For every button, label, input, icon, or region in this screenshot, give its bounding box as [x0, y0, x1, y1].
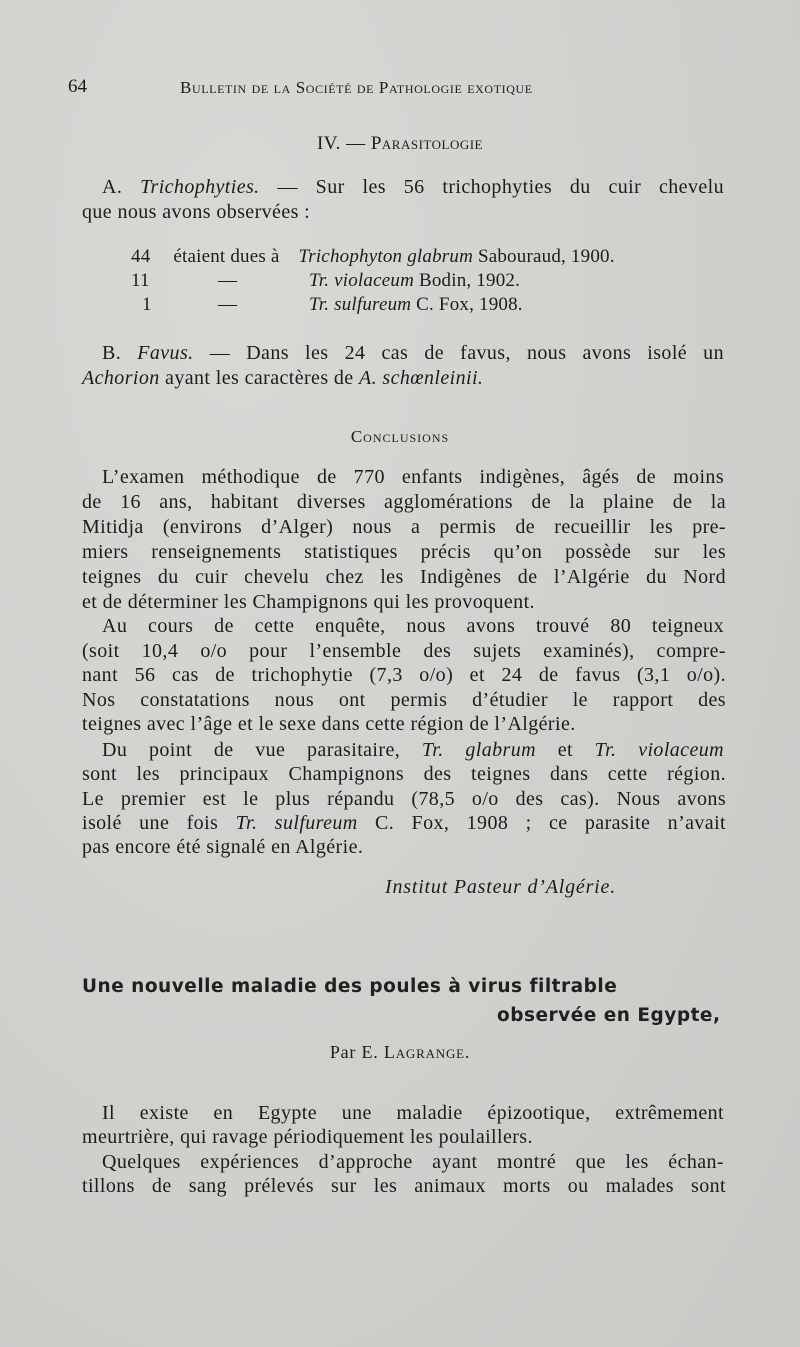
- list-item-dash: —: [218, 294, 238, 315]
- text-line: de 16 ans, habitant diverses agglomérations de la plaine de la: [82, 491, 726, 513]
- article-title-line-1: Une nouvelle maladie des poules à virus filtrable: [82, 976, 618, 997]
- text-line: Le premier est le plus répandu (78,5 o/o des cas). Nous avons: [82, 788, 726, 810]
- text-line: (soit 10,4 o/o pour l’ensemble des sujets examinés), compre-: [82, 640, 726, 662]
- section-heading: [0, 133, 800, 155]
- text-line: Du point de vue parasitaire, Tr. glabrum et Tr. violaceum: [102, 739, 724, 761]
- trichophyties-line-1: [102, 175, 724, 199]
- list-item: 44 étaient dues à Trichophyton glabrum Sabouraud, 1900.: [131, 246, 615, 267]
- list-item: 11: [131, 270, 150, 291]
- text-line: Nos constatations nous ont permis d’étudier le rapport des: [82, 689, 726, 711]
- page-number: 64: [68, 76, 87, 97]
- section-number: IV. —: [316, 133, 366, 154]
- text-line: nant 56 cas de trichophytie (7,3 o/o) et 24 de favus (3,1 o/o).: [82, 664, 726, 686]
- trichophyties-line-2: que nous avons observées :: [82, 201, 311, 223]
- trichophyties-title: Trichophyties.: [140, 176, 260, 198]
- text-line: teignes avec l’âge et le sexe dans cette région de l’Algérie.: [82, 713, 576, 735]
- favus-intro: — Dans les 24 cas de favus, nous avons isolé un: [209, 342, 724, 364]
- text-line: Au cours de cette enquête, nous avons trouvé 80 teigneux: [102, 615, 724, 637]
- text-line: Il existe en Egypte une maladie épizootique, extrêmement: [102, 1102, 724, 1124]
- text-line: pas encore été signalé en Algérie.: [82, 836, 364, 858]
- text-line: et de déterminer les Champignons qui les provoquent.: [82, 591, 535, 613]
- list-item-dash: —: [218, 270, 238, 291]
- article-byline: Par E. Lagrange.: [329, 1042, 471, 1062]
- favus-title: Favus.: [137, 342, 194, 364]
- favus-line-2: Achorion ayant les caractères de A. schœnleinii.: [82, 367, 484, 389]
- trichophyties-label: A.: [102, 176, 123, 198]
- trichophyties-intro: — Sur les 56 trichophyties du cuir chevelu: [277, 176, 724, 198]
- favus-line-1: [102, 341, 724, 365]
- list-item-species: Tr. violaceum Bodin, 1902.: [309, 270, 521, 291]
- text-line: sont les principaux Champignons des teignes dans cette région.: [82, 763, 726, 785]
- signature: Institut Pasteur d’Algérie.: [385, 876, 617, 898]
- text-line: teignes du cuir chevelu chez les Indigènes de l’Algérie du Nord: [82, 566, 726, 588]
- text-line: miers renseignements statistiques précis qu’on possède sur les: [82, 541, 726, 563]
- text-line: Quelques expériences d’approche ayant montré que les échan-: [102, 1151, 724, 1173]
- article-title-line-2: observée en Egypte,: [497, 1005, 721, 1026]
- section-title: Parasitologie: [370, 133, 483, 154]
- text-line: tillons de sang prélevés sur les animaux morts ou malades sont: [82, 1175, 726, 1197]
- text-line: meurtrière, qui ravage périodiquement les poulaillers.: [82, 1126, 533, 1148]
- text-line: Mitidja (environs d’Alger) nous a permis de recueillir les pre-: [82, 516, 726, 538]
- conclusions-heading: Conclusions: [350, 427, 450, 446]
- list-item: 1: [142, 294, 152, 315]
- journal-title: Bulletin de la Société de Pathologie exotique: [180, 78, 533, 97]
- text-line: isolé une fois Tr. sulfureum C. Fox, 1908 ; ce parasite n’avait: [82, 812, 727, 834]
- text-line: L’examen méthodique de 770 enfants indigènes, âgés de moins: [102, 466, 724, 488]
- favus-label: B.: [102, 342, 122, 364]
- list-item-species: Tr. sulfureum C. Fox, 1908.: [309, 294, 523, 315]
